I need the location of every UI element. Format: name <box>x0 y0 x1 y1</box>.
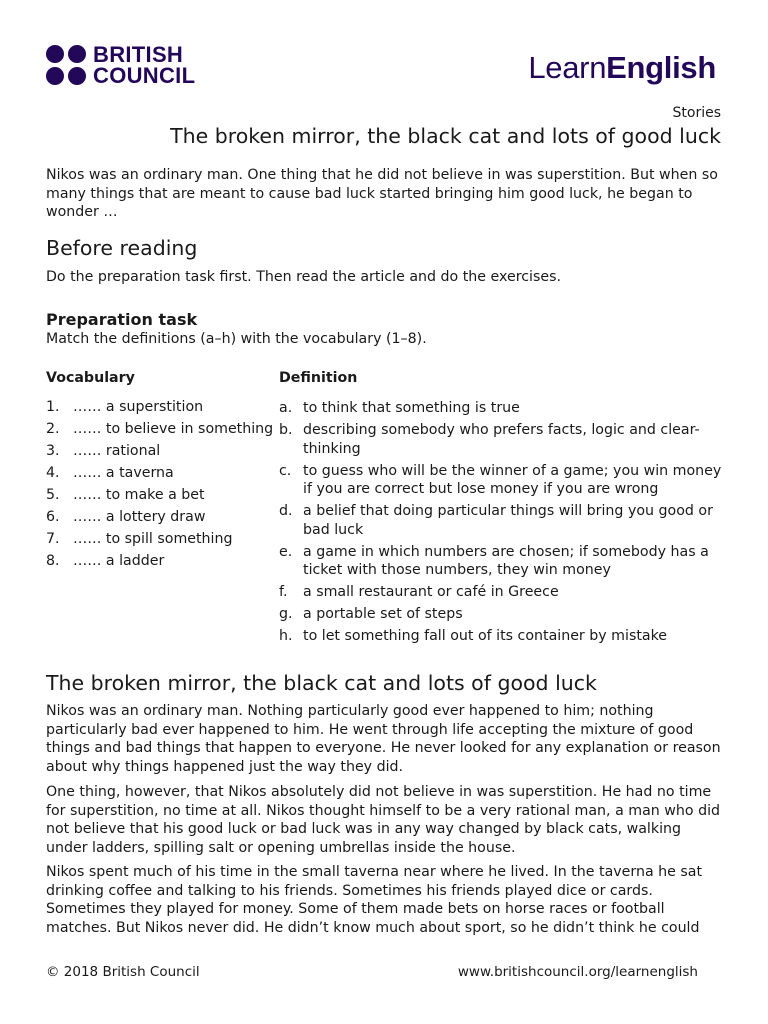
item-text: a game in which numbers are chosen; if somebody has a ticket with those numbers, they win money <box>303 543 709 578</box>
item-text: …… to make a bet <box>73 487 205 503</box>
list-item <box>46 421 274 443</box>
list-item <box>46 487 274 509</box>
logo-learn: Learn <box>528 50 607 85</box>
item-number: 7. <box>46 531 60 547</box>
before-reading-heading: Before reading <box>46 236 198 260</box>
item-number: 5. <box>46 487 60 503</box>
logo-dot <box>68 45 86 63</box>
list-item <box>46 465 274 487</box>
item-text: describing somebody who prefers facts, logic and clear-thinking <box>303 422 700 457</box>
item-text: a small restaurant or café in Greece <box>303 584 559 600</box>
item-text: a portable set of steps <box>303 606 463 622</box>
logo-line-2: COUNCIL <box>93 63 196 88</box>
list-item <box>279 543 729 580</box>
item-letter: g. <box>279 606 293 622</box>
item-text: …… to believe in something <box>73 421 274 437</box>
item-text: a belief that doing particular things will bring you good or bad luck <box>303 503 713 538</box>
logo-dot <box>46 67 64 85</box>
footer-url[interactable]: www.britishcouncil.org/learnenglish <box>457 964 698 980</box>
story-paragraph: One thing, however, that Nikos absolutely did not believe in was superstition. He had no time for superstition, no time at all. Nikos thought himself to be a very rational man, a man who did not believe that his good luck or bad luck was in any way changed by black cats, walking under ladders, spilling salt or opening umbrellas inside the house. <box>46 784 721 856</box>
list-item <box>279 583 729 602</box>
item-number: 3. <box>46 443 60 459</box>
item-letter: a. <box>279 400 293 416</box>
item-letter: c. <box>279 462 292 479</box>
item-letter: b. <box>279 422 293 438</box>
list-item <box>279 605 729 624</box>
intro-paragraph: Nikos was an ordinary man. One thing that he did not believe in was superstition. But when so many things that are meant to cause bad luck started bringing him good luck, he began to wonder … <box>46 167 718 220</box>
list-item <box>46 553 274 575</box>
item-number: 8. <box>46 553 60 569</box>
list-item <box>46 399 274 421</box>
list-item <box>279 421 729 458</box>
vocabulary-header: Vocabulary <box>46 370 135 386</box>
logo-dot <box>68 67 86 85</box>
logo-english: English <box>606 50 716 85</box>
item-letter: d. <box>279 503 293 519</box>
british-council-wordmark <box>93 44 195 86</box>
item-text: …… rational <box>73 443 161 459</box>
item-text: …… a superstition <box>73 399 204 415</box>
item-text: to let something fall out of its container by mistake <box>303 628 668 644</box>
logo-line-1: BRITISH <box>93 42 184 67</box>
vocabulary-list <box>46 399 274 575</box>
item-text: to guess who will be the winner of a game; you win money if you are correct but lose money if you are wrong <box>303 462 722 497</box>
list-item <box>279 462 729 499</box>
preparation-instruction: Match the definitions (a–h) with the vocabulary (1–8). <box>46 331 427 347</box>
list-item <box>46 531 274 553</box>
item-text: to think that something is true <box>303 400 520 416</box>
item-text: …… a ladder <box>73 553 165 569</box>
british-council-logo-mark <box>46 45 86 85</box>
item-number: 6. <box>46 509 60 525</box>
item-number: 4. <box>46 465 60 481</box>
story-heading: The broken mirror, the black cat and lots of good luck <box>46 671 597 695</box>
british-council-logo <box>46 44 195 86</box>
list-item <box>279 399 729 418</box>
learnenglish-logo <box>528 50 716 86</box>
list-item <box>46 443 274 465</box>
list-item <box>46 509 274 531</box>
before-reading-text: Do the preparation task first. Then read the article and do the exercises. <box>46 269 561 285</box>
story-paragraph: Nikos spent much of his time in the small taverna near where he lived. In the taverna he sat drinking coffee and talking to his friends. Sometimes his friends played dice or cards. Sometimes they played for money. Some of them made bets on horse races or football matches. But Nikos never did. He didn’t know much about sport, so he didn’t think he could <box>46 864 703 936</box>
list-item <box>279 627 729 646</box>
item-text: …… to spill something <box>73 531 233 547</box>
item-text: …… a lottery draw <box>73 509 206 525</box>
story-paragraph: Nikos was an ordinary man. Nothing particularly good ever happened to him; nothing particularly bad ever happened to him. He went through life accepting the mixture of good things and bad things that happen to everyone. He never looked for any explanation or reason about why things happened just the way they did. <box>46 703 721 775</box>
preparation-heading: Preparation task <box>46 310 198 329</box>
logo-dot <box>46 45 64 63</box>
section-label: Stories <box>672 105 721 121</box>
item-letter: e. <box>279 543 293 560</box>
item-letter: f. <box>279 584 288 600</box>
item-letter: h. <box>279 628 293 644</box>
footer-copyright: © 2018 British Council <box>46 964 200 980</box>
definition-header: Definition <box>279 370 358 386</box>
definition-list <box>279 399 729 649</box>
page-title: The broken mirror, the black cat and lots of good luck <box>170 124 721 148</box>
list-item <box>279 502 729 539</box>
item-text: …… a taverna <box>73 465 174 481</box>
item-number: 1. <box>46 399 60 415</box>
item-number: 2. <box>46 421 60 437</box>
